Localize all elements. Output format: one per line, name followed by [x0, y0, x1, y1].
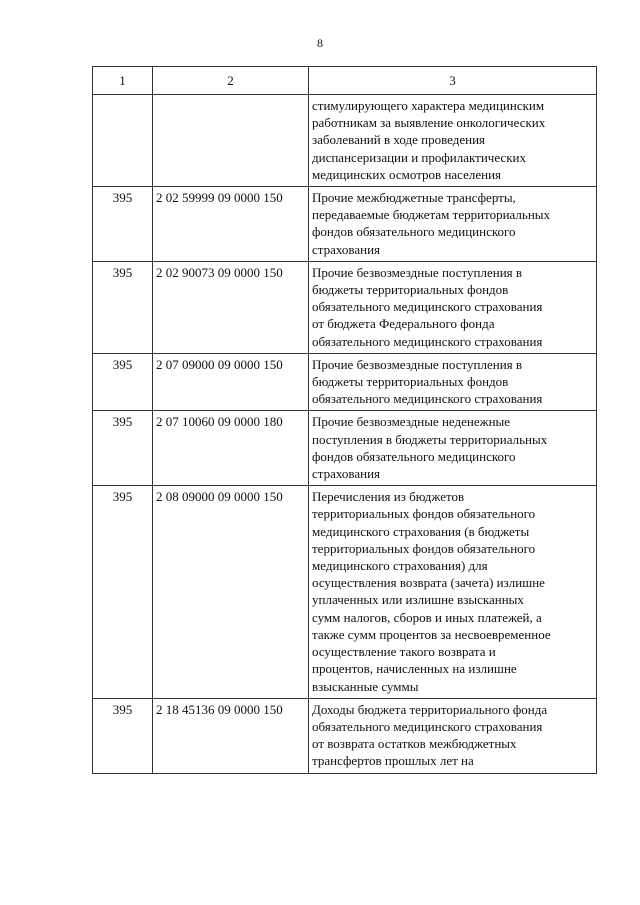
table-row [93, 411, 597, 486]
income-name-line: работникам за выявление онкологических [312, 115, 546, 131]
income-name-line: осуществления возврата (зачета) излишне [312, 575, 545, 591]
header-col-1: 1 [93, 67, 153, 95]
admin-code-cell: 395 [93, 187, 153, 262]
income-name-line: взысканные суммы [312, 678, 419, 694]
income-name-line: Прочие безвозмездные поступления в [312, 264, 523, 280]
admin-code-cell: 395 [93, 353, 153, 411]
income-name-line: Прочие безвозмездные поступления в [312, 356, 523, 372]
kbk-code-cell: 2 07 09000 09 0000 150 [153, 353, 309, 411]
admin-code-cell: 395 [93, 486, 153, 698]
income-codes-table [92, 66, 597, 774]
income-name-line: диспансеризации и профилактических [312, 149, 526, 165]
admin-code-cell: 395 [93, 698, 153, 773]
income-name-line: также сумм процентов за несвоевременное [312, 626, 551, 642]
kbk-code-cell: 2 07 10060 09 0000 180 [153, 411, 309, 486]
income-name-line: процентов, начисленных на излишне [312, 661, 517, 677]
income-name-line: территориальных фондов обязательного [312, 540, 536, 556]
header-col-3: 3 [309, 67, 597, 95]
income-name-line: обязательного медицинского страхования [312, 391, 543, 407]
header-col-2: 2 [153, 67, 309, 95]
income-name-line: сумм налогов, сборов и иных платежей, а [312, 609, 542, 625]
admin-code-cell [93, 95, 153, 187]
income-name-line: обязательного медицинского страхования [312, 333, 543, 349]
admin-code-cell: 395 [93, 261, 153, 353]
kbk-code-cell [153, 95, 309, 187]
income-name-line: территориальных фондов обязательного [312, 506, 536, 522]
income-name-line: уплаченных или излишне взысканных [312, 592, 524, 608]
income-name-cell [309, 187, 597, 262]
income-name-line: осуществление такого возврата и [312, 644, 496, 660]
income-name-line: фондов обязательного медицинского [312, 448, 516, 464]
income-name-line: обязательного медицинского страхования [312, 718, 543, 734]
table-row [93, 187, 597, 262]
income-name-line: медицинских осмотров населения [312, 166, 502, 182]
income-name-line: передаваемые бюджетам территориальных [312, 207, 551, 223]
income-name-line: стимулирующего характера медицинским [312, 98, 545, 113]
kbk-code-cell: 2 02 59999 09 0000 150 [153, 187, 309, 262]
income-name-line: фондов обязательного медицинского [312, 224, 516, 240]
income-name-line: заболеваний в ходе проведения [312, 132, 486, 148]
page-number: 8 [317, 36, 323, 50]
kbk-code-cell: 2 18 45136 09 0000 150 [153, 698, 309, 773]
kbk-code-cell: 2 02 90073 09 0000 150 [153, 261, 309, 353]
income-name-line: поступления в бюджеты территориальных [312, 431, 548, 447]
kbk-code-cell: 2 08 09000 09 0000 150 [153, 486, 309, 698]
income-name-cell [309, 486, 597, 698]
table-row [93, 261, 597, 353]
income-name-cell [309, 95, 597, 187]
income-name-line: Перечисления из бюджетов [312, 489, 465, 505]
income-name-line: медицинского страхования) для [312, 558, 488, 574]
income-name-line: обязательного медицинского страхования [312, 299, 543, 315]
table-row [93, 486, 597, 698]
income-name-cell [309, 411, 597, 486]
income-name-cell [309, 353, 597, 411]
income-name-cell [309, 698, 597, 773]
income-name-line: бюджеты территориальных фондов [312, 282, 509, 298]
income-name-line: страхования [312, 241, 381, 257]
income-name-line: от бюджета Федерального фонда [312, 316, 495, 332]
table-body [93, 95, 597, 774]
table-header-row [93, 67, 597, 95]
table-row [93, 353, 597, 411]
income-name-line: бюджеты территориальных фондов [312, 374, 509, 390]
income-name-line: от возврата остатков межбюджетных [312, 736, 517, 752]
income-name-cell [309, 261, 597, 353]
income-name-line: трансфертов прошлых лет на [312, 753, 474, 769]
income-name-line: страхования [312, 466, 381, 482]
table-row-continuation [93, 95, 597, 187]
income-name-line: медицинского страхования (в бюджеты [312, 523, 530, 539]
income-name-line: Прочие межбюджетные трансферты, [312, 190, 516, 206]
table-row [93, 698, 597, 773]
admin-code-cell: 395 [93, 411, 153, 486]
income-name-line: Прочие безвозмездные неденежные [312, 414, 511, 430]
income-name-line: Доходы бюджета территориального фонда [312, 701, 548, 717]
